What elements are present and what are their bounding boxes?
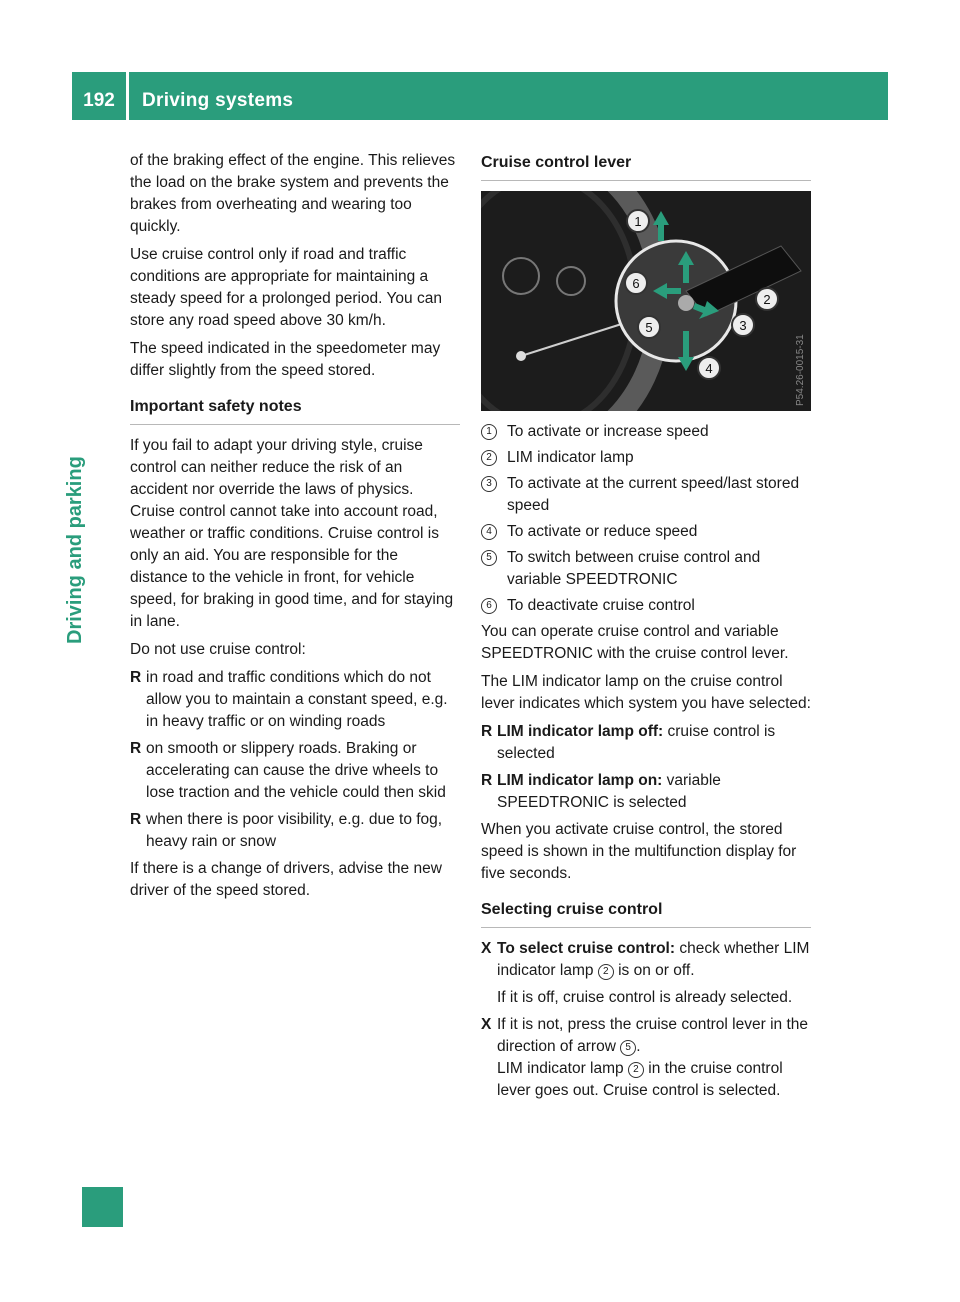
lever-diagram-svg xyxy=(481,191,811,411)
image-code: P54.26-0015-31 xyxy=(795,334,806,406)
left-column xyxy=(130,150,460,908)
svg-text:1: 1 xyxy=(634,214,642,229)
paragraph: The LIM indicator lamp on the cruise control lever indicates which system you have selected: xyxy=(481,673,811,712)
legend-item: 1 To activate or increase speed xyxy=(481,421,811,443)
heading-safety-notes: Important safety notes xyxy=(130,396,460,425)
chapter-tab xyxy=(64,120,126,1240)
list-item: R in road and traffic conditions which do not allow you to maintain a constant speed, e.g. in heavy traffic or on winding roads xyxy=(130,669,448,730)
paragraph: of the braking effect of the engine. This relieves the load on the brake system and prevents the brakes from overheating and wearing too quickly. xyxy=(130,152,456,235)
cruise-lever-illustration xyxy=(481,191,811,411)
paragraph: Use cruise control only if road and traffic conditions are appropriate for maintaining a steady speed for a prolonged period. You can store any road speed above 30 km/h. xyxy=(130,246,442,329)
paragraph: Do not use cruise control: xyxy=(130,641,306,658)
instruction-step: X To select cruise control: check whether LIM indicator lamp 2 is on or off. If it is off, cruise control is already selected. xyxy=(481,940,810,1006)
legend-item: 5 To switch between cruise control and variable SPEEDTRONIC xyxy=(481,547,811,591)
legend-item: 2 LIM indicator lamp xyxy=(481,447,811,469)
list-item: R LIM indicator lamp off: cruise control is selected xyxy=(481,723,776,762)
legend-item: 3 To activate at the current speed/last stored speed xyxy=(481,473,811,517)
page-header xyxy=(72,72,888,120)
chapter-label: Driving and parking xyxy=(64,456,86,644)
heading-selecting-cruise: Selecting cruise control xyxy=(481,899,811,928)
paragraph: The speed indicated in the speedometer may differ slightly from the speed stored. xyxy=(130,340,441,379)
svg-text:6: 6 xyxy=(632,276,640,291)
paragraph: You can operate cruise control and variable SPEEDTRONIC with the cruise control lever. xyxy=(481,623,789,662)
header-divider xyxy=(126,72,129,120)
paragraph: If you fail to adapt your driving style, cruise control can neither reduce the risk of an accident nor override the laws of physics. Cruise control cannot take into account road, weather or traffic conditions. Cruise control is only an aid. You are responsible for the distance to the vehicle in front, for vehicle speed, for braking in good time, and for staying in lane. xyxy=(130,437,454,630)
svg-text:3: 3 xyxy=(739,318,747,333)
svg-text:4: 4 xyxy=(705,361,713,376)
list-item: R when there is poor visibility, e.g. due to fog, heavy rain or snow xyxy=(130,811,443,850)
legend-item: 4 To activate or reduce speed xyxy=(481,521,811,543)
svg-text:2: 2 xyxy=(763,292,771,307)
svg-text:5: 5 xyxy=(645,320,653,335)
paragraph: When you activate cruise control, the stored speed is shown in the multifunction display for five seconds. xyxy=(481,821,797,882)
legend-item: 6 To deactivate cruise control xyxy=(481,595,811,617)
list-item: R LIM indicator lamp on: variable SPEEDTRONIC is selected xyxy=(481,772,721,811)
page-number: 192 xyxy=(83,90,115,111)
paragraph: If there is a change of drivers, advise the new driver of the speed stored. xyxy=(130,860,442,899)
instruction-step: X If it is not, press the cruise control lever in the direction of arrow 5 . LIM indicator lamp 2 in the cruise control lever goes out. Cruise control is selected. xyxy=(481,1016,808,1099)
right-column xyxy=(481,150,811,1107)
section-title: Driving systems xyxy=(142,90,294,111)
chapter-marker xyxy=(82,1187,123,1227)
list-item: R on smooth or slippery roads. Braking or accelerating can cause the drive wheels to lose traction and the vehicle could then skid xyxy=(130,740,446,801)
heading-cruise-lever: Cruise control lever xyxy=(481,152,811,181)
